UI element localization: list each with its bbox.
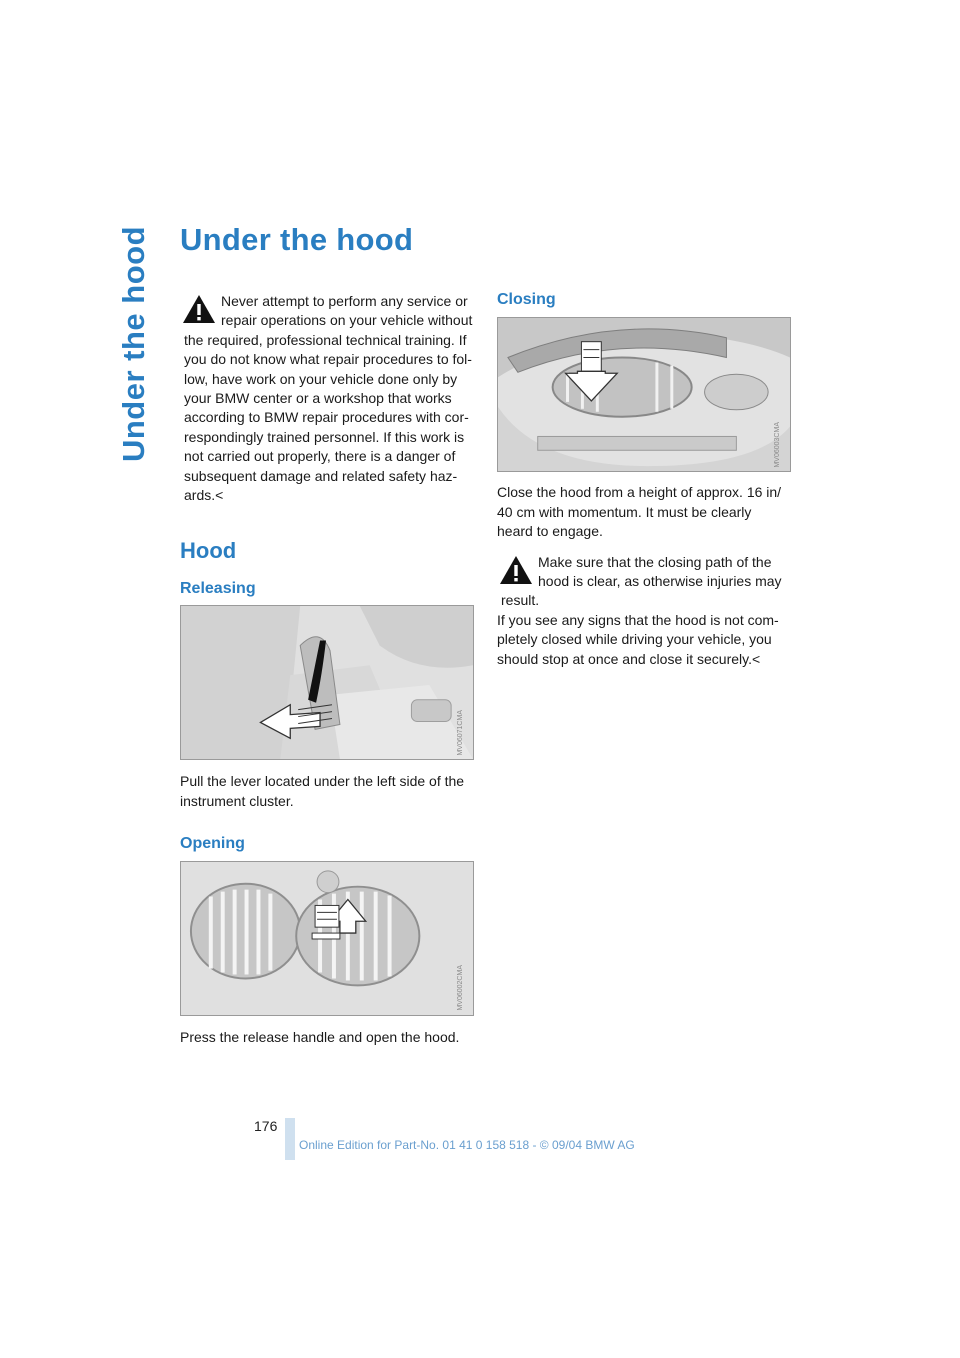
side-tab-label: Under the hood [116, 225, 152, 463]
closing-text: Close the hood from a height of approx. 16 in/ 40 cm with momentum. It must be clearly heard to engage. [497, 484, 782, 540]
intro-warning-text: Never attempt to perform any service or repair operations on your vehicle without the required, professional technical training. If you do not know what repair procedures to fol-low, have work on your vehicle done only by your BMW center or a workshop that works according to BMW repair procedures with cor-respondingly trained personnel. If this work is not carried out properly, there is a danger of subsequent damage and related safety haz-ards.< [184, 293, 473, 504]
right-column [497, 290, 791, 669]
warning-triangle-icon [497, 553, 535, 587]
intro-warning [180, 292, 474, 505]
releasing-figure [180, 605, 474, 760]
figure-code: MV06003CMA [773, 421, 781, 468]
hood-heading: Hood [180, 538, 237, 564]
figure-code: MV06002CMA [456, 964, 464, 1011]
opening-figure [180, 861, 474, 1016]
releasing-heading: Releasing [180, 579, 256, 597]
closing-warning-text: Make sure that the closing path of the hood is clear, as otherwise injuries may result. [501, 553, 782, 609]
closing-warning-continued: If you see any signs that the hood is not com-pletely closed while driving your vehicle, you should stop at once and close it securely.< [497, 611, 779, 667]
closing-figure [497, 317, 791, 472]
releasing-text: Pull the lever located under the left side of the instrument cluster. [180, 773, 465, 809]
opening-heading: Opening [180, 835, 245, 853]
closing-heading: Closing [497, 291, 556, 308]
closing-warning [497, 553, 791, 611]
warning-triangle-icon [180, 292, 218, 326]
footer-bar [285, 1118, 295, 1160]
page-title: Under the hood [180, 222, 414, 257]
page-number: 176 [254, 1118, 278, 1134]
footer-edition-text: Online Edition for Part-No. 01 41 0 158 518 - © 09/04 BMW AG [299, 1138, 635, 1152]
opening-text: Press the release handle and open the hood. [180, 1028, 460, 1045]
figure-code: MV06071CMA [456, 709, 464, 756]
side-section-tab [112, 225, 156, 463]
left-column [180, 292, 474, 1047]
